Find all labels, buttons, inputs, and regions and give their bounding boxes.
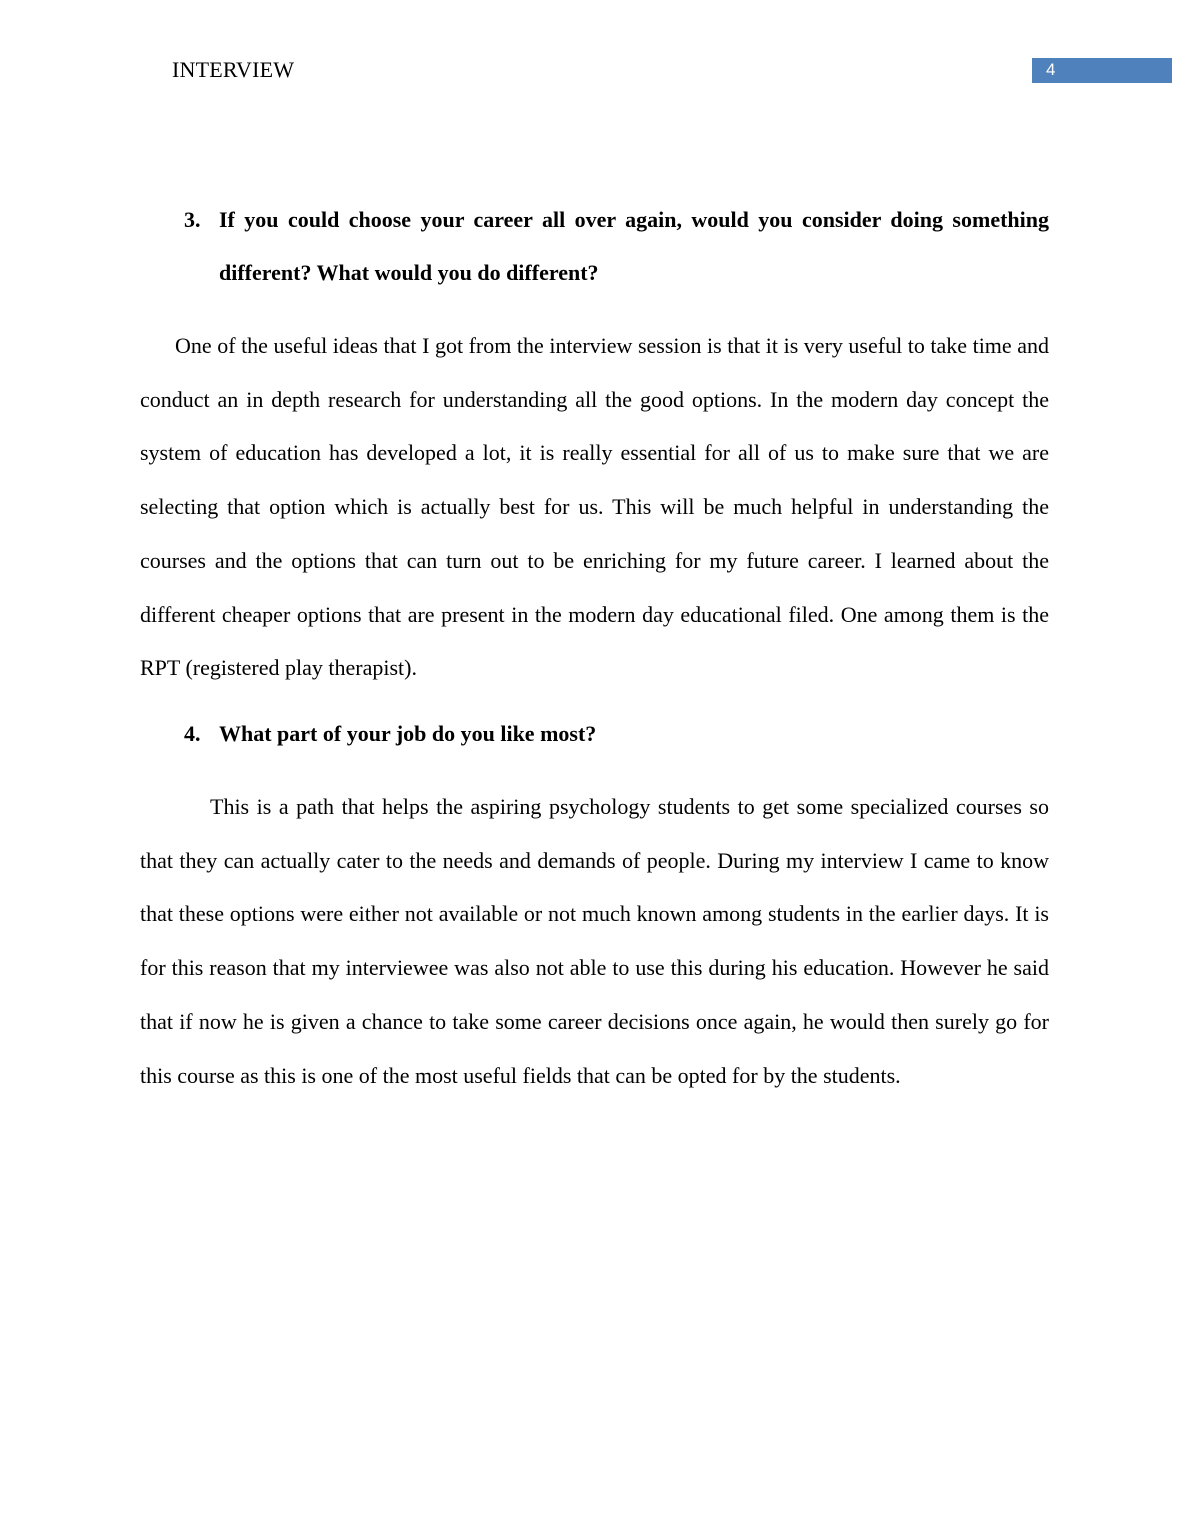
question-4-text: What part of your job do you like most? bbox=[219, 721, 597, 746]
question-4-number: 4. bbox=[184, 721, 201, 746]
question-3-number: 3. bbox=[184, 207, 201, 232]
running-head: INTERVIEW bbox=[172, 57, 295, 82]
answer-3-paragraph: One of the useful ideas that I got from the interview session is that it is very useful to take time and conduct an in depth research for understanding all the good options. In the modern day concept the system of education has developed a lot, it is really essential for all of us to make sure that we are selecting that option which is actually best for us. This will be much helpful in understanding the courses and the options that can turn out to be enriching for my future career. I learned about the different cheaper options that are present in the modern day educational filed. One among them is the RPT (registered play therapist). bbox=[140, 333, 1049, 681]
answer-4-paragraph: This is a path that helps the aspiring psychology students to get some specialized courses so that they can actually cater to the needs and demands of people. During my interview I came to know that these options were either not available or not much known among students in the earlier days. It is for this reason that my interviewee was also not able to use this during his education. However he said that if now he is given a chance to take some career decisions once again, he would then surely go for this course as this is one of the most useful fields that can be opted for by the students. bbox=[140, 794, 1049, 1088]
question-4-heading bbox=[184, 707, 1049, 760]
question-3-text: If you could choose your career all over again, would you consider doing something different? What would you do different? bbox=[219, 207, 1049, 285]
page-number: 4 bbox=[1046, 60, 1056, 79]
page-number-bar bbox=[1032, 58, 1172, 83]
question-3-heading bbox=[184, 193, 1049, 299]
